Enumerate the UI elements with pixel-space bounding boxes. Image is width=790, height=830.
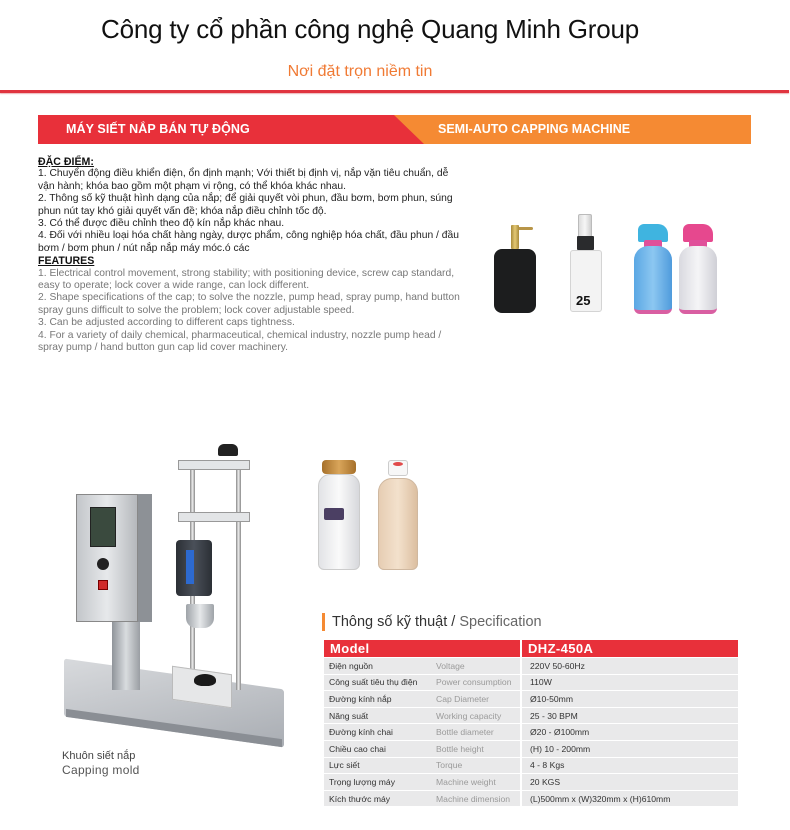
spec-title-vn: Thông số kỹ thuật / — [332, 614, 456, 630]
product-title-banner — [38, 115, 751, 144]
control-box-side — [138, 494, 152, 622]
table-row — [324, 674, 738, 691]
feature-vn-4: 4. Đối với nhiều loại hóa chất hàng ngày, dược phẩm, công nghiệp hóa chất, đầu phun / đầu bơm / bơm phun / nút nắp nắp máy móc.ó các — [38, 230, 459, 254]
mist-spray-cap — [577, 236, 594, 250]
feature-en-2: 2. Shape specifications of the cap; to solve the nozzle, pump head, spray pump, hand button spray guns difficult to solve the problem; lock cover adjustable speed. — [38, 292, 460, 316]
guide-rod-right — [236, 470, 241, 690]
spec-label-vn: Năng suất — [324, 707, 434, 724]
spec-value: 20 KGS — [520, 773, 738, 790]
feature-en-3: 3. Can be adjusted according to different caps tightness. — [38, 317, 295, 329]
table-row — [324, 690, 738, 707]
juice-bottle-image — [378, 460, 418, 570]
spec-table — [324, 640, 738, 806]
spray-bottle-label: 25 — [576, 293, 591, 308]
spec-label-vn: Chiều cao chai — [324, 740, 434, 757]
spec-label-en: Machine dimension — [434, 790, 520, 807]
spec-value: (L)500mm x (W)320mm x (H)610mm — [520, 790, 738, 807]
milk-bottle-label — [324, 508, 344, 520]
features-heading-en: FEATURES — [38, 255, 95, 268]
banner-title-vn: MÁY SIẾT NẮP BÁN TỰ ĐỘNG — [66, 122, 250, 136]
spec-label-vn: Đường kính chai — [324, 723, 434, 740]
spec-label-vn: Điện nguồn — [324, 657, 434, 674]
table-row — [324, 773, 738, 790]
feature-en-4: 4. For a variety of daily chemical, pharmaceutical, chemical industry, nozzle pump head / spray pump / hand button gun cap lid cover machinery. — [38, 329, 442, 354]
spec-value: (H) 10 - 200mm — [520, 740, 738, 757]
frame-top-bar — [178, 460, 250, 470]
juice-bottle-body — [378, 478, 418, 570]
height-adjust-handle-icon — [218, 444, 238, 456]
capping-machine-image — [62, 442, 287, 748]
spec-label-en: Voltage — [434, 657, 520, 674]
feature-en-1: 1. Electrical control movement, strong stability; with positioning device, screw cap standard, easy to operate; lock cover a wide range, can lock different. — [38, 267, 455, 292]
spec-title-en: Specification — [455, 614, 542, 630]
features-section — [38, 156, 466, 355]
pump-head — [511, 225, 519, 249]
table-row — [324, 707, 738, 724]
spec-label-en: Working capacity — [434, 707, 520, 724]
header-divider — [0, 90, 789, 93]
capping-chuck — [186, 604, 214, 628]
pump-bottle-image — [494, 225, 536, 313]
mist-spray-body — [570, 250, 602, 312]
features-heading-vn: ĐẶC ĐIỂM: — [38, 156, 94, 168]
company-slogan: Nơi đặt trọn niềm tin — [287, 63, 433, 80]
spec-label-en: Bottle height — [434, 740, 520, 757]
machine-pillar — [112, 610, 140, 690]
company-name: Công ty cổ phần công nghệ Quang Minh Group — [101, 14, 639, 44]
frame-mid-bar — [178, 512, 250, 522]
spec-label-vn: Kích thước máy — [324, 790, 434, 807]
table-row — [324, 740, 738, 757]
trigger-body — [634, 246, 672, 314]
table-row — [324, 657, 738, 674]
spec-label-vn: Công suất tiêu thụ điện — [324, 674, 434, 691]
banner-title-en: SEMI-AUTO CAPPING MACHINE — [438, 122, 631, 136]
trigger-spray-blue-image — [634, 224, 672, 314]
spec-value: 4 - 8 Kgs — [520, 757, 738, 774]
milk-bottle-cap — [322, 460, 356, 474]
spec-value: 220V 50-60Hz — [520, 657, 738, 674]
spec-label-vn: Lực siết — [324, 757, 434, 774]
pump-bottle-body — [494, 249, 536, 313]
spec-header-model: DHZ-450A — [520, 640, 738, 657]
machine-caption — [62, 749, 140, 777]
spec-header-label: Model — [324, 640, 520, 657]
feature-vn-2: 2. Thông số kỹ thuật hình dạng của nắp; để giải quyết vòi phun, đầu bơm, bơm phun, súng phun nút tay khó giải quyết vấn đề; khóa nắp điều chỉnh tốc độ. — [38, 193, 453, 217]
spec-label-en: Cap Diameter — [434, 690, 520, 707]
milk-bottle-image — [318, 460, 360, 570]
spec-label-en: Machine weight — [434, 773, 520, 790]
speed-knob-icon — [97, 558, 109, 570]
bottle-clamp-icon — [194, 674, 216, 686]
spec-header-row — [324, 640, 738, 657]
mist-spray-bottle-image — [570, 214, 602, 312]
spec-value: 25 - 30 BPM — [520, 707, 738, 724]
caption-vn: Khuôn siết nắp — [62, 750, 136, 762]
spec-label-vn: Trọng lượng máy — [324, 773, 434, 790]
feature-vn-1: 1. Chuyển động điều khiển điện, ổn định mạnh; Với thiết bị định vị, nắp vặn tiêu chuẩn, dễ vận hành; khóa bao gồm một phạm vi rộng, có thể khóa khác nhau. — [38, 168, 449, 192]
milk-bottle-body — [318, 474, 360, 570]
spec-label-en: Power consumption — [434, 674, 520, 691]
caption-en: Capping mold — [62, 763, 140, 777]
juice-cap-mark — [393, 462, 403, 466]
spec-label-en: Bottle diameter — [434, 723, 520, 740]
feature-vn-3: 3. Có thể được điều chỉnh theo độ kín nắp khác nhau. — [38, 218, 285, 230]
spec-title — [322, 613, 542, 631]
trigger-spray-pink-image — [679, 224, 717, 314]
speed-controller-panel — [90, 507, 116, 547]
power-switch-icon — [98, 580, 108, 590]
spec-value: Ø10-50mm — [520, 690, 738, 707]
motor-label — [186, 550, 194, 584]
motor — [176, 540, 212, 596]
table-row — [324, 790, 738, 807]
table-row — [324, 757, 738, 774]
trigger-body — [679, 246, 717, 314]
table-row — [324, 723, 738, 740]
spec-label-vn: Đường kính nắp — [324, 690, 434, 707]
spec-value: Ø20 - Ø100mm — [520, 723, 738, 740]
spec-value: 110W — [520, 674, 738, 691]
spec-label-en: Torque — [434, 757, 520, 774]
